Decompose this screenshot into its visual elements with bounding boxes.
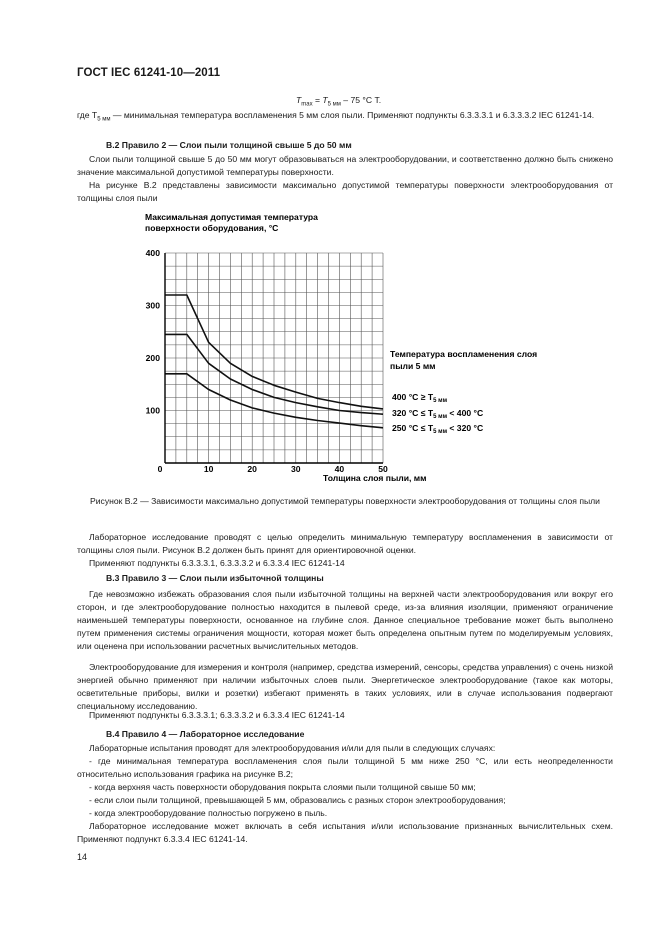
legend-title-line-1: Температура воспламенения слоя [390, 349, 538, 359]
section-b4-title: В.4 Правило 4 — Лабораторное исследование [106, 729, 305, 739]
list-item: - когда верхняя часть поверхности оборудования покрыта слоями пыли толщиной свыше 50 мм; [89, 782, 476, 792]
legend-title-line-2: пыли 5 мм [390, 361, 436, 371]
list-item: - где минимальная температура воспламенения слоя пыли толщиной 5 мм ниже 250 °С, или есть неопределенности относительно использования графика на рисунке В.2; [77, 756, 613, 779]
formula: $T_{max} = T_{5 мм} - 75$ °С Т. [296, 95, 382, 108]
document-header: ГОСТ IEC 61241-10—2011 [77, 67, 221, 79]
section-b2-paragraph-2: На рисунке В.2 представлены зависимости максимально допустимой температуры поверхности электрооборудования от толщины слоя пыли [77, 180, 613, 203]
section-b2-title: В.2 Правило 2 — Слои пыли толщиной свыше 5 до 50 мм [106, 140, 352, 150]
y-tick-label: 100 [145, 405, 160, 416]
legend-entry-2: 320 $^\circ С \le T_{5 мм} < 400$ °С [392, 408, 484, 420]
section-b4-paragraph-2: Лабораторное исследование может включать в себя испытания и/или использование признанных вычислительных схем. Применяют подпункт 6.3.3.4 IEC 61241-14. [77, 821, 613, 844]
x-axis-label: Толщина слоя пыли, мм [323, 473, 427, 483]
x-tick-label: 40 [334, 464, 345, 474]
y-tick-labels [146, 248, 161, 416]
legend-entries [392, 392, 483, 435]
list-item: - когда электрооборудование полностью погружено в пыль. [89, 808, 328, 818]
chart-grid [165, 253, 383, 463]
y-axis-label-line-1: Максимальная допустимая температура [145, 212, 318, 222]
section-b4-list [77, 755, 613, 820]
y-tick-label: 400 [145, 248, 160, 258]
x-tick-label: 10 [203, 464, 214, 474]
x-tick-label: 50 [378, 464, 388, 474]
list-item: - если слои пыли толщиной, превышающей 5 мм, образовались с разных сторон электрооборудования; [89, 795, 506, 805]
section-b3-paragraph-3: Применяют подпункты 6.3.3.3.1; 6.3.3.3.2 и 6.3.3.4 IEC 61241-14 [89, 710, 345, 720]
legend-entry-3: 250 $^\circ С \le T_{5 мм} < 320$ °С [392, 423, 484, 435]
page-number: 14 [77, 852, 88, 862]
figure-caption: Рисунок В.2 — Зависимости максимально допустимой температуры поверхности электрооборудования от толщины слоя пыли [90, 496, 600, 506]
formula-explanation: где $T_{5 мм}$ — минимальная температура воспламенения 5 мм слоя пыли. Применяют подпункты 6.3.3.3.1 и 6.3.3.3.2 IEC 61241-14. [77, 110, 595, 123]
after-figure-paragraph-2: Применяют подпункты 6.3.3.3.1, 6.3.3.3.2 и 6.3.3.4 IEC 61241-14 [89, 558, 345, 568]
section-b4-paragraph-1: Лабораторные испытания проводят для электрооборудования и/или для пыли в следующих случаях: [89, 743, 496, 753]
section-b3-paragraph-2: Электрооборудование для измерения и контроля (например, средства измерений, сенсоры, средства управления) с очень низкой энергией обычно применяют при наличии избыточных слоев пыли. Энергетическое электрооборудование (такое как моторы, осветительные приборы, вилки и розетки) избегают применять в таких условиях, или в случае использования подвергают специальному исследованию. [77, 662, 613, 711]
y-axis-label-line-2: поверхности оборудования, °С [145, 223, 279, 233]
section-b3-paragraph-1: Где невозможно избежать образования слоя пыли избыточной толщины на верхней части электрооборудования или вокруг его сторон, и где электрооборудование полностью находится в пылевой среде, из-за влияния изоляции, применяют ограничение наименьшей температуры поверхности, основанное на глубине слоя. Данное специальное требование может быть выполнено путем применения системы ограничения мощности, которая может быть определена опытным путем по моделируемым условиях, или оценена при использовании расчетных вычислительных методов. [77, 589, 613, 651]
legend-entry-1: 400 $^\circ С \ge T_{5 мм}$ [392, 392, 448, 404]
x-tick-label: 0 [157, 464, 163, 474]
section-b3-title: В.3 Правило 3 — Слои пыли избыточной толщины [106, 573, 324, 583]
x-tick-label: 20 [247, 464, 257, 474]
x-tick-label: 30 [291, 464, 301, 474]
after-figure-paragraph-1: Лабораторное исследование проводят с целью определить минимальную температуру воспламенения в зависимости от толщины слоя пыли. Рисунок В.2 должен быть принят для ориентировочной оценки. [77, 532, 613, 555]
y-tick-label: 300 [145, 300, 160, 311]
y-tick-label: 200 [145, 353, 160, 363]
section-b2-paragraph-1: Слои пыли толщиной свыше 5 до 50 мм могут образовываться на электрооборудовании, и соответственно должно быть снижено значение максимальной допустимой температуры поверхности. [77, 154, 613, 177]
